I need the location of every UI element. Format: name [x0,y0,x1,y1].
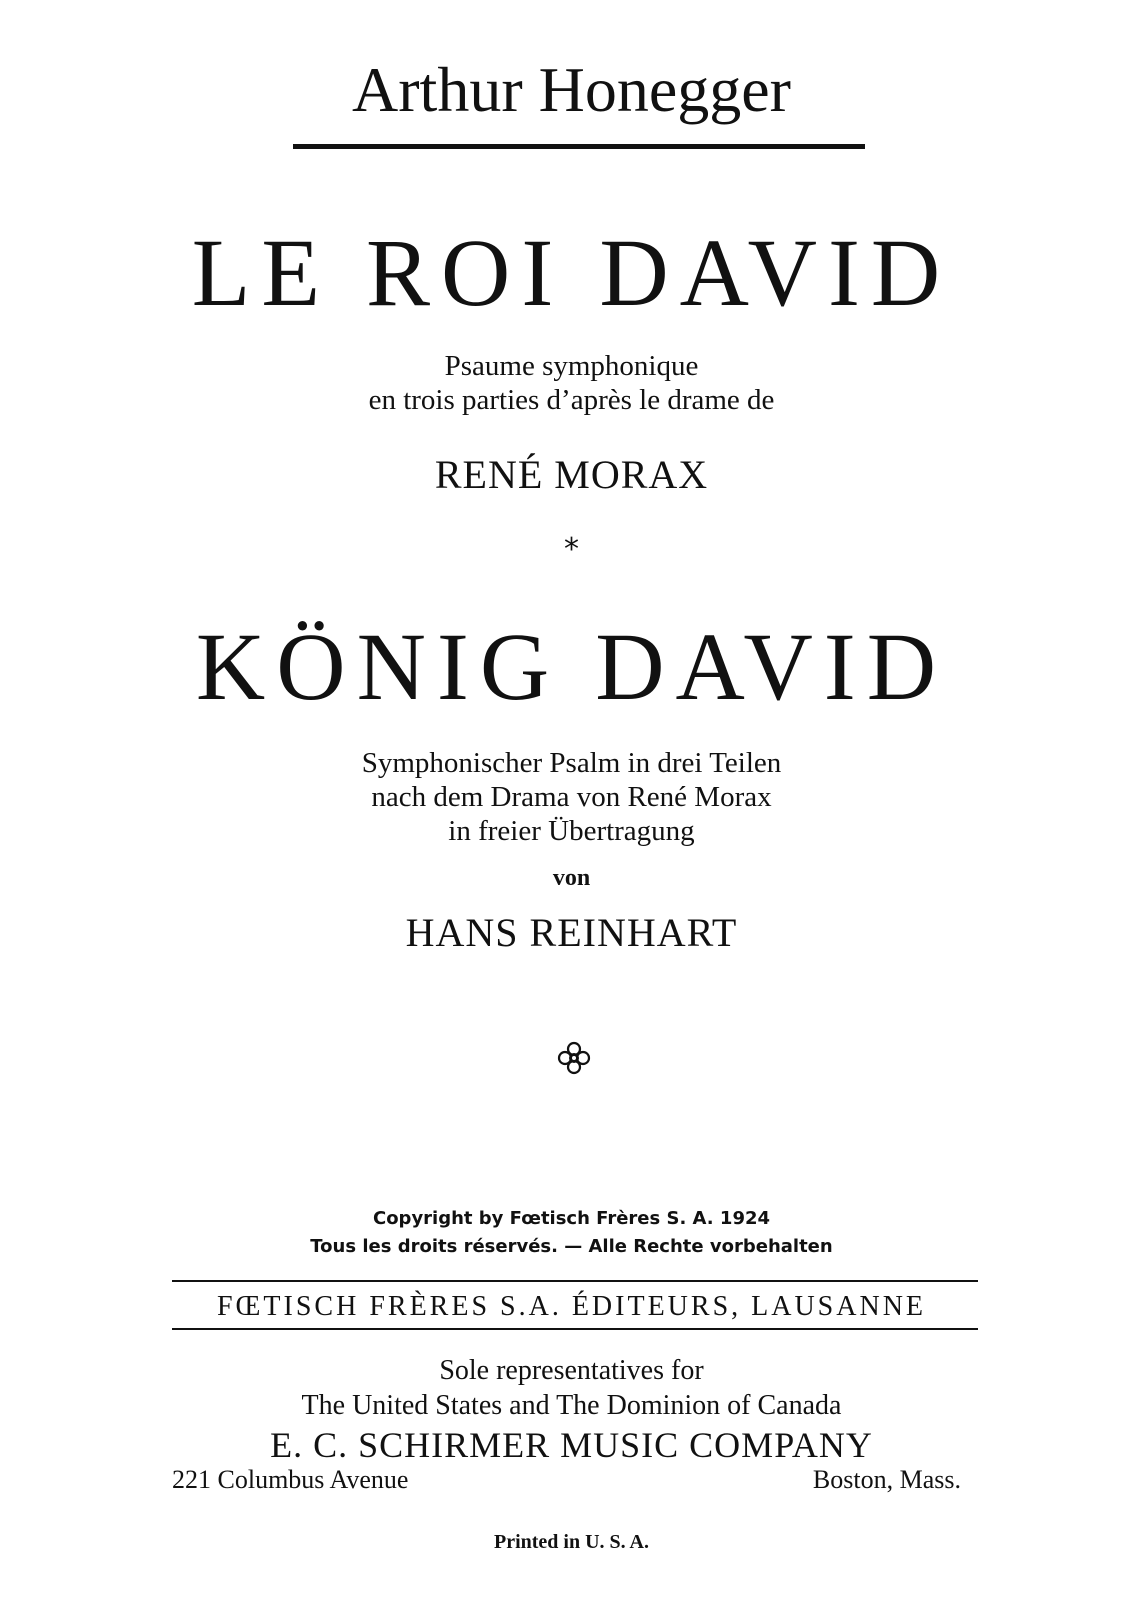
company-city: Boston, Mass. [812,1465,961,1494]
representative-company: E. C. SCHIRMER MUSIC COMPANY [270,1425,873,1465]
copyright-line: Copyright by Fœtisch Frères S. A. 1924 [372,1208,771,1229]
representatives-line-2: The United States and The Dominion of Canada [301,1390,842,1421]
german-subtitle-line-2: nach dem Drama von René Morax [371,781,772,813]
printed-in-line: Printed in U. S. A. [493,1531,650,1553]
german-title: KÖNIG DAVID [195,613,948,720]
librettist-name: RENÉ MORAX [434,452,709,497]
german-von: von [552,865,591,891]
representatives-line-1: Sole representatives for [439,1355,704,1386]
rights-reserved-line: Tous les droits réservés. — Alle Rechte vorbehalten [310,1236,833,1257]
german-subtitle-line-1: Symphonischer Psalm in drei Teilen [361,747,782,779]
composer-name: Arthur Honegger [352,54,791,125]
translator-name: HANS REINHART [405,910,738,955]
publisher-rule-top [172,1280,978,1282]
publisher-rule-bottom [172,1328,978,1330]
french-subtitle-line-2: en trois parties d’après le drame de [368,384,775,416]
composer-underline [293,144,865,149]
french-title: LE ROI DAVID [191,219,952,326]
rosette-ornament-icon [556,1040,592,1076]
company-address: 221 Columbus Avenue [172,1465,409,1494]
german-subtitle-line-3: in freier Übertragung [448,815,695,847]
publisher-line: FŒTISCH FRÈRES S.A. ÉDITEURS, LAUSANNE [216,1291,927,1322]
asterisk-separator: * [564,532,579,567]
french-subtitle-line-1: Psaume symphonique [444,350,699,382]
